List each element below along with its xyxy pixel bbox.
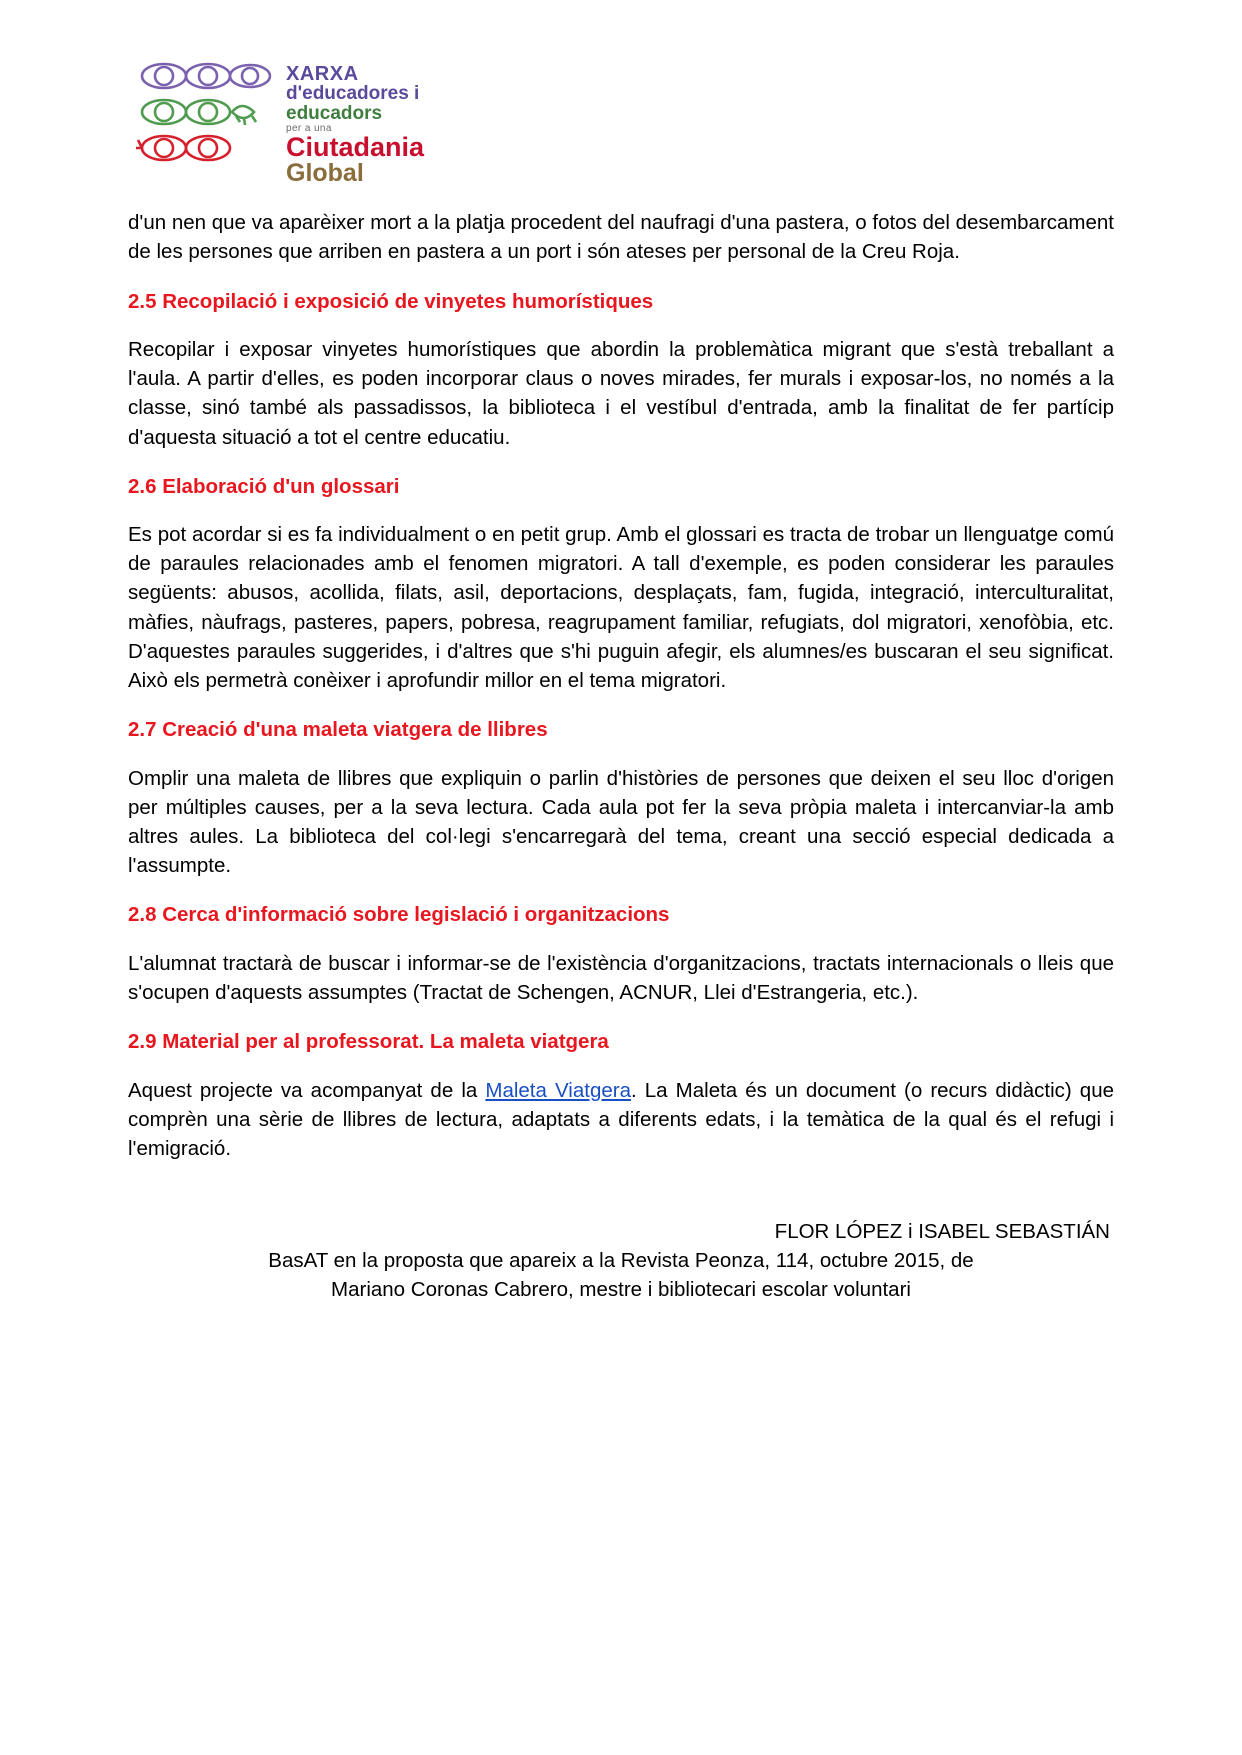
logo-eyes-icon bbox=[136, 56, 276, 176]
section-heading-2-6: 2.6 Elaboració d'un glossari bbox=[128, 474, 400, 498]
section-heading-2-8: 2.8 Cerca d'informació sobre legislació i organitzacions bbox=[128, 903, 670, 926]
intro-paragraph: d'un nen que va aparèixer mort a la platja procedent del naufragi d'una pastera, o fotos del desembarcament de les persones que arriben en pastera a un port i són ateses per personal de la Creu Roja. bbox=[128, 211, 1114, 264]
logo-line-global: Global bbox=[286, 159, 364, 188]
signature-source-line-2: Mariano Coronas Cabrero, mestre i bibliotecari escolar voluntari bbox=[331, 1278, 911, 1302]
section-heading-2-5: 2.5 Recopilació i exposició de vinyetes humorístiques bbox=[128, 289, 654, 313]
section-heading-2-9: 2.9 Material per al professorat. La maleta viatgera bbox=[128, 1029, 609, 1053]
section-text-2-5: Recopilar i exposar vinyetes humorístiques que abordin la problemàtica migrant que s'està treballant a l'aula. A partir d'elles, es poden incorporar claus o noves mirades, fer murals i exposar-los, no només a la classe, sinó també als passadissos, la biblioteca i el vestíbul d'entrada, amb la finalitat de fer partícip d'aquesta situació a tot el centre educatiu. bbox=[128, 338, 1114, 449]
section-text-2-7: Omplir una maleta de llibres que expliquin o parlin d'històries de persones que deixen el seu lloc d'origen per múltiples causes, per a la seva lectura. Cada aula pot fer la seva pròpia maleta i intercanviar-la amb altres aules. La biblioteca del col·legi s'encarregarà del tema, creant una secció especial dedicada a l'assumpte. bbox=[128, 766, 1114, 877]
logo-line-xarxa: XARXA bbox=[286, 63, 359, 85]
section-text-2-6: Es pot acordar si es fa individualment o en petit grup. Amb el glossari es tracta de trobar un llenguatge comú de paraules relacionades amb el fenomen migratori. A tall d'exemple, es poden considerar les paraules següents: abusos, acollida, filats, asil, deportacions, desplaçats, fam, fugida, integració, interculturalitat, màfies, nàufrags, pasteres, papers, pobresa, reagrupament familiar, refugiats, dol migratori, xenofòbia, etc. D'aquestes paraules suggerides, i d'altres que s'hi puguin afegir, els alumnes/es buscaran el seu significat. Això els permetrà conèixer i aprofundir millor en el tema migratori. bbox=[128, 523, 1114, 692]
logo-line-educadores: d'educadores i bbox=[286, 83, 420, 105]
logo-line-educadors: educadors bbox=[286, 102, 383, 124]
section-text-2-9 bbox=[128, 1076, 1114, 1163]
logo-line-ciutadania: Ciutadania bbox=[286, 132, 425, 163]
text-after-link: . La Maleta és un document (o recurs didàctic) que comprèn una sèrie de llibres de lectura, adaptats a diferents edats, i la temàtica de la qual és el refugi i l'emigració. bbox=[128, 1078, 1114, 1160]
signature-block bbox=[128, 1217, 1114, 1304]
logo-line-per-a-una: per a una bbox=[286, 123, 332, 135]
logo-wordmark bbox=[286, 56, 424, 186]
text-before-link: Aquest projecte va acompanyat de la bbox=[128, 1078, 486, 1102]
organization-logo bbox=[136, 56, 1114, 186]
section-text-2-8: L'alumnat tractarà de buscar i informar-se de l'existència d'organitzacions, tractats internacionals o lleis que s'ocupen d'aquests assumptes (Tractat de Schengen, ACNUR, Llei d'Estrangeria, etc.). bbox=[128, 951, 1114, 1004]
maleta-viatgera-link[interactable]: Maleta Viatgera bbox=[485, 1078, 631, 1102]
section-heading-2-7: 2.7 Creació d'una maleta viatgera de llibres bbox=[128, 717, 548, 741]
signature-source-line-1: BasAT en la proposta que apareix a la Revista Peonza, 114, octubre 2015, de bbox=[268, 1248, 974, 1272]
signature-authors: FLOR LÓPEZ i ISABEL SEBASTIÁN bbox=[774, 1219, 1110, 1243]
